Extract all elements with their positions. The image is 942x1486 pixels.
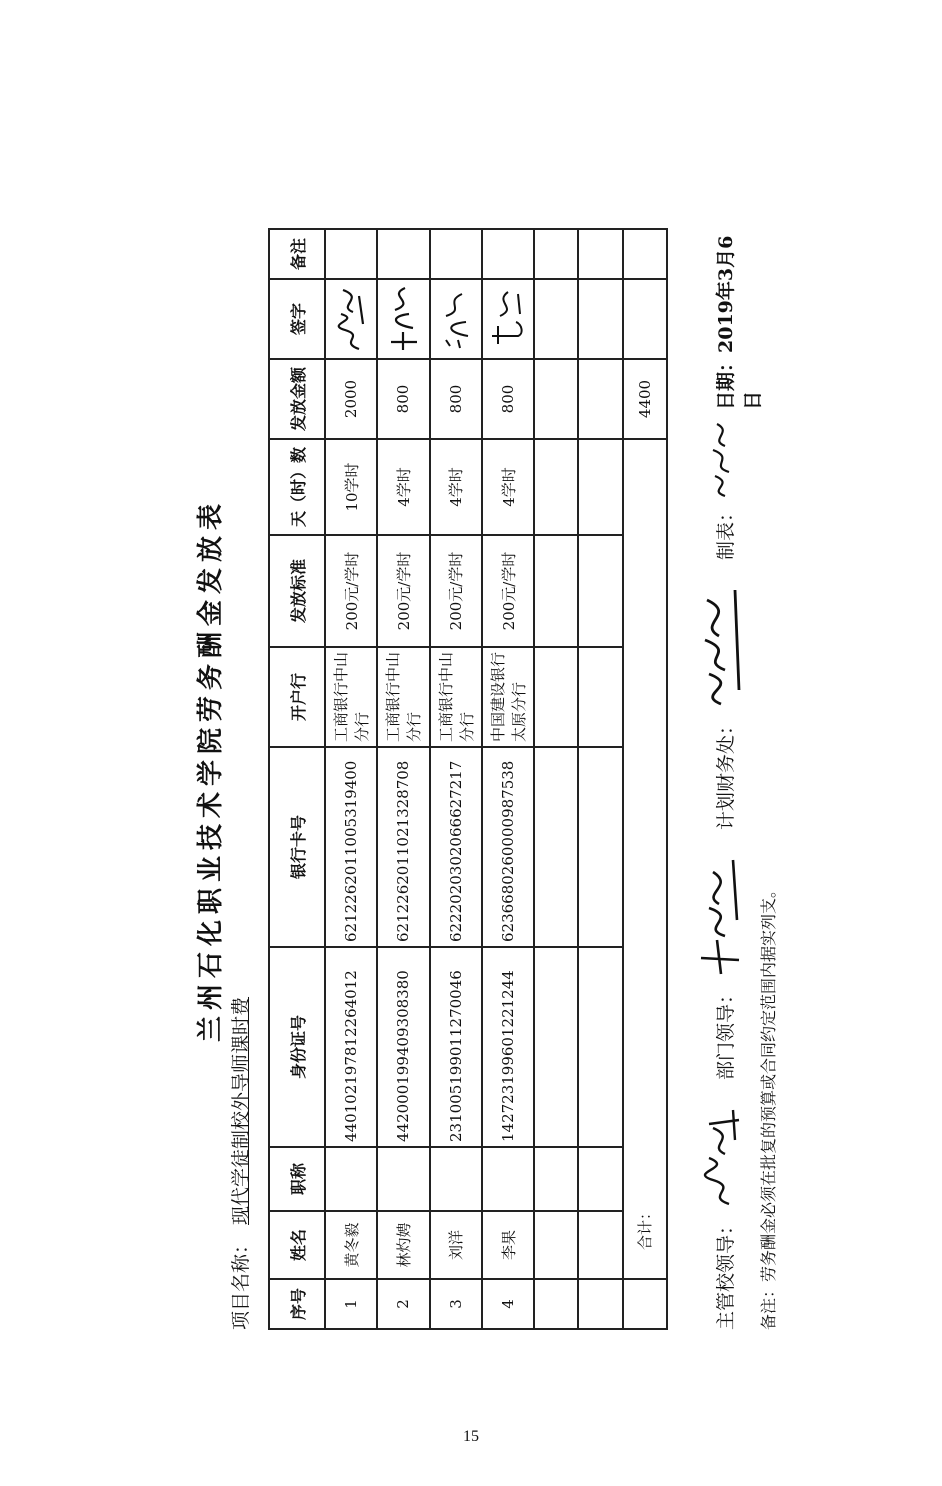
cell-bank: 工商银行中山分行 — [377, 647, 429, 747]
handwritten-signature-4 — [488, 284, 528, 354]
remark-note: 备注：劳务酬金必须在批复的预算或合同约定范围内据实列支。 — [759, 881, 778, 1330]
cell-id: 231005199011270046 — [430, 947, 482, 1147]
total-label: 合计： — [623, 439, 667, 1279]
date-text: 日期：2019年3月6日 — [715, 235, 764, 410]
cell-signature — [482, 279, 534, 359]
cell-rate: 200元/学时 — [482, 535, 534, 647]
cell-title — [430, 1147, 482, 1211]
table-row — [377, 229, 429, 1329]
cell-card: 6212262011021328708 — [377, 747, 429, 947]
cell-amount: 800 — [430, 359, 482, 439]
cell-title — [482, 1147, 534, 1211]
cell-amount: 2000 — [325, 359, 377, 439]
cell-bank: 工商银行中山分行 — [430, 647, 482, 747]
header-hours: 天（时）数 — [269, 439, 325, 535]
cell-rate: 200元/学时 — [377, 535, 429, 647]
cell-note — [482, 229, 534, 279]
cell-name: 刘洋 — [430, 1211, 482, 1279]
project-value: 现代学徒制校外导师课时费 — [230, 996, 252, 1225]
project-label: 项目名称： — [230, 1234, 252, 1330]
cell-no: 2 — [377, 1279, 429, 1329]
header-bank: 开户行 — [269, 647, 325, 747]
cell-rate: 200元/学时 — [430, 535, 482, 647]
project-name — [226, 997, 253, 1330]
cell-name: 黄冬毅 — [325, 1211, 377, 1279]
cell-bank: 工商银行中山分行 — [325, 647, 377, 747]
cell-card: 6236680260000987538 — [482, 747, 534, 947]
cell-amount: 800 — [482, 359, 534, 439]
table-row — [482, 229, 534, 1329]
header-note: 备注 — [269, 229, 325, 279]
cell-rate: 200元/学时 — [325, 535, 377, 647]
document-sheet — [190, 200, 790, 1340]
table-row-empty — [578, 229, 622, 1329]
cell-hours: 4学时 — [482, 439, 534, 535]
approval-footer — [705, 230, 764, 1330]
cell-id: 142723199601221244 — [482, 947, 534, 1147]
cell-signature — [325, 279, 377, 359]
dept-signature — [695, 850, 747, 980]
handwritten-signature-1 — [331, 284, 371, 354]
table-total-row — [623, 229, 667, 1329]
cell-card: 6222020302066627217 — [430, 747, 482, 947]
cell-hours: 4学时 — [430, 439, 482, 535]
cell-id: 442000199409308380 — [377, 947, 429, 1147]
header-no: 序号 — [269, 1279, 325, 1329]
finance-signature — [691, 580, 747, 710]
leader-label: 主管校领导： — [715, 1215, 737, 1330]
cell-note — [430, 229, 482, 279]
table-row-empty — [534, 229, 578, 1329]
cell-signature — [377, 279, 429, 359]
cell-no: 1 — [325, 1279, 377, 1329]
header-sign: 签字 — [269, 279, 325, 359]
finance-label: 计划财务处： — [715, 715, 737, 830]
header-amount: 发放金额 — [269, 359, 325, 439]
cell-no: 3 — [430, 1279, 482, 1329]
cell-bank: 中国建设银行太原分行 — [482, 647, 534, 747]
leader-signature — [699, 1100, 745, 1210]
handwritten-signature-3 — [436, 284, 476, 354]
cell-card: 6212262011005319400 — [325, 747, 377, 947]
cell-amount: 800 — [377, 359, 429, 439]
cell-title — [325, 1147, 377, 1211]
cell-note — [377, 229, 429, 279]
cell-hours: 4学时 — [377, 439, 429, 535]
handwritten-signature-2 — [383, 284, 423, 354]
header-name: 姓名 — [269, 1211, 325, 1279]
dept-label: 部门领导： — [715, 984, 737, 1080]
cell-name: 林灼娉 — [377, 1211, 429, 1279]
table-row — [325, 229, 377, 1329]
total-amount: 4400 — [623, 359, 667, 439]
table-row — [430, 229, 482, 1329]
document-title: 兰州石化职业技术学院劳务酬金发放表 — [196, 498, 226, 1043]
payment-table — [268, 228, 668, 1330]
cell-title — [377, 1147, 429, 1211]
table-header-row — [269, 229, 325, 1329]
header-title: 职称 — [269, 1147, 325, 1211]
header-rate: 发放标准 — [269, 535, 325, 647]
header-id: 身份证号 — [269, 947, 325, 1147]
cell-name: 李果 — [482, 1211, 534, 1279]
cell-signature — [430, 279, 482, 359]
maker-signature — [701, 420, 741, 500]
maker-label: 制表： — [715, 502, 737, 560]
cell-no: 4 — [482, 1279, 534, 1329]
cell-hours: 10学时 — [325, 439, 377, 535]
cell-id: 440102197812264012 — [325, 947, 377, 1147]
cell-note — [325, 229, 377, 279]
page-number: 15 — [463, 1428, 479, 1445]
header-card: 银行卡号 — [269, 747, 325, 947]
